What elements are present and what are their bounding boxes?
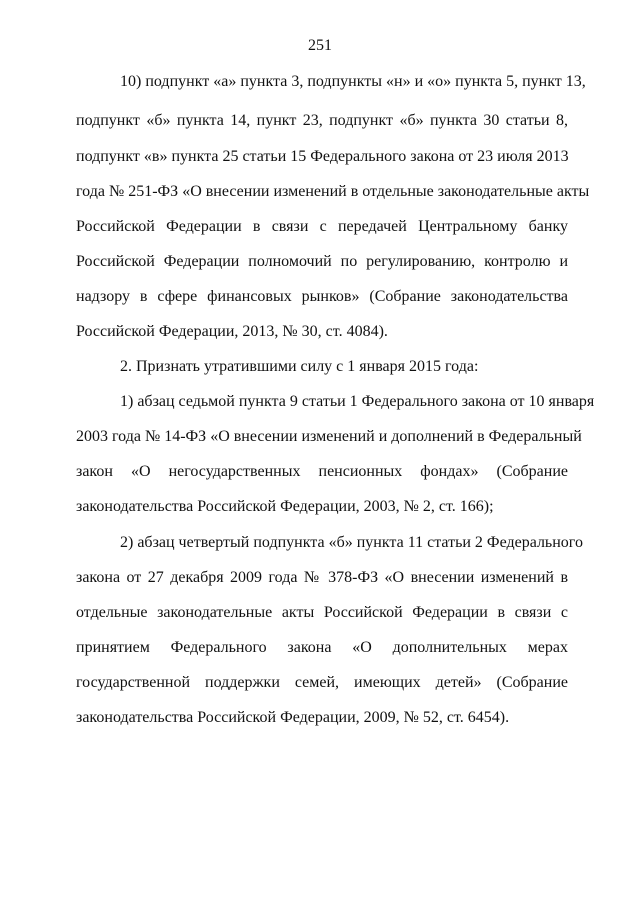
text-line: закон «О негосударственных пенсионных фондах» (Собрание — [76, 463, 568, 480]
text-line: закона от 27 декабря 2009 года № 378-ФЗ «О внесении изменений в — [76, 569, 568, 586]
page-number: 251 — [308, 37, 332, 54]
text-line: государственной поддержки семей, имеющих детей» (Собрание — [76, 674, 568, 691]
text-line: Российской Федерации полномочий по регулированию, контролю и — [76, 253, 568, 270]
text-line: 2. Признать утратившими силу с 1 января 2015 года: — [120, 358, 479, 375]
text-line: отдельные законодательные акты Российской Федерации в связи с — [76, 604, 568, 621]
text-line: 10) подпункт «а» пункта 3, подпункты «н» и «о» пункта 5, пункт 13, — [120, 73, 586, 90]
text-line: Российской Федерации, 2013, № 30, ст. 4084). — [76, 323, 388, 340]
text-line: подпункт «в» пункта 25 статьи 15 Федерального закона от 23 июля 2013 — [76, 148, 569, 165]
text-line: 2) абзац четвертый подпункта «б» пункта 11 статьи 2 Федерального — [120, 534, 583, 551]
text-line: 2003 года № 14-ФЗ «О внесении изменений и дополнений в Федеральный — [76, 428, 582, 445]
text-line: законодательства Российской Федерации, 2003, № 2, ст. 166); — [76, 498, 494, 515]
text-line: надзору в сфере финансовых рынков» (Собрание законодательства — [76, 288, 568, 305]
text-line: 1) абзац седьмой пункта 9 статьи 1 Федерального закона от 10 января — [120, 393, 595, 410]
text-line: года № 251-ФЗ «О внесении изменений в отдельные законодательные акты — [76, 183, 590, 200]
text-line: законодательства Российской Федерации, 2009, № 52, ст. 6454). — [76, 709, 510, 726]
text-line: подпункт «б» пункта 14, пункт 23, подпункт «б» пункта 30 статьи 8, — [76, 112, 568, 129]
text-line: принятием Федерального закона «О дополнительных мерах — [76, 639, 568, 656]
text-line: Российской Федерации в связи с передачей Центральному банку — [76, 218, 568, 235]
